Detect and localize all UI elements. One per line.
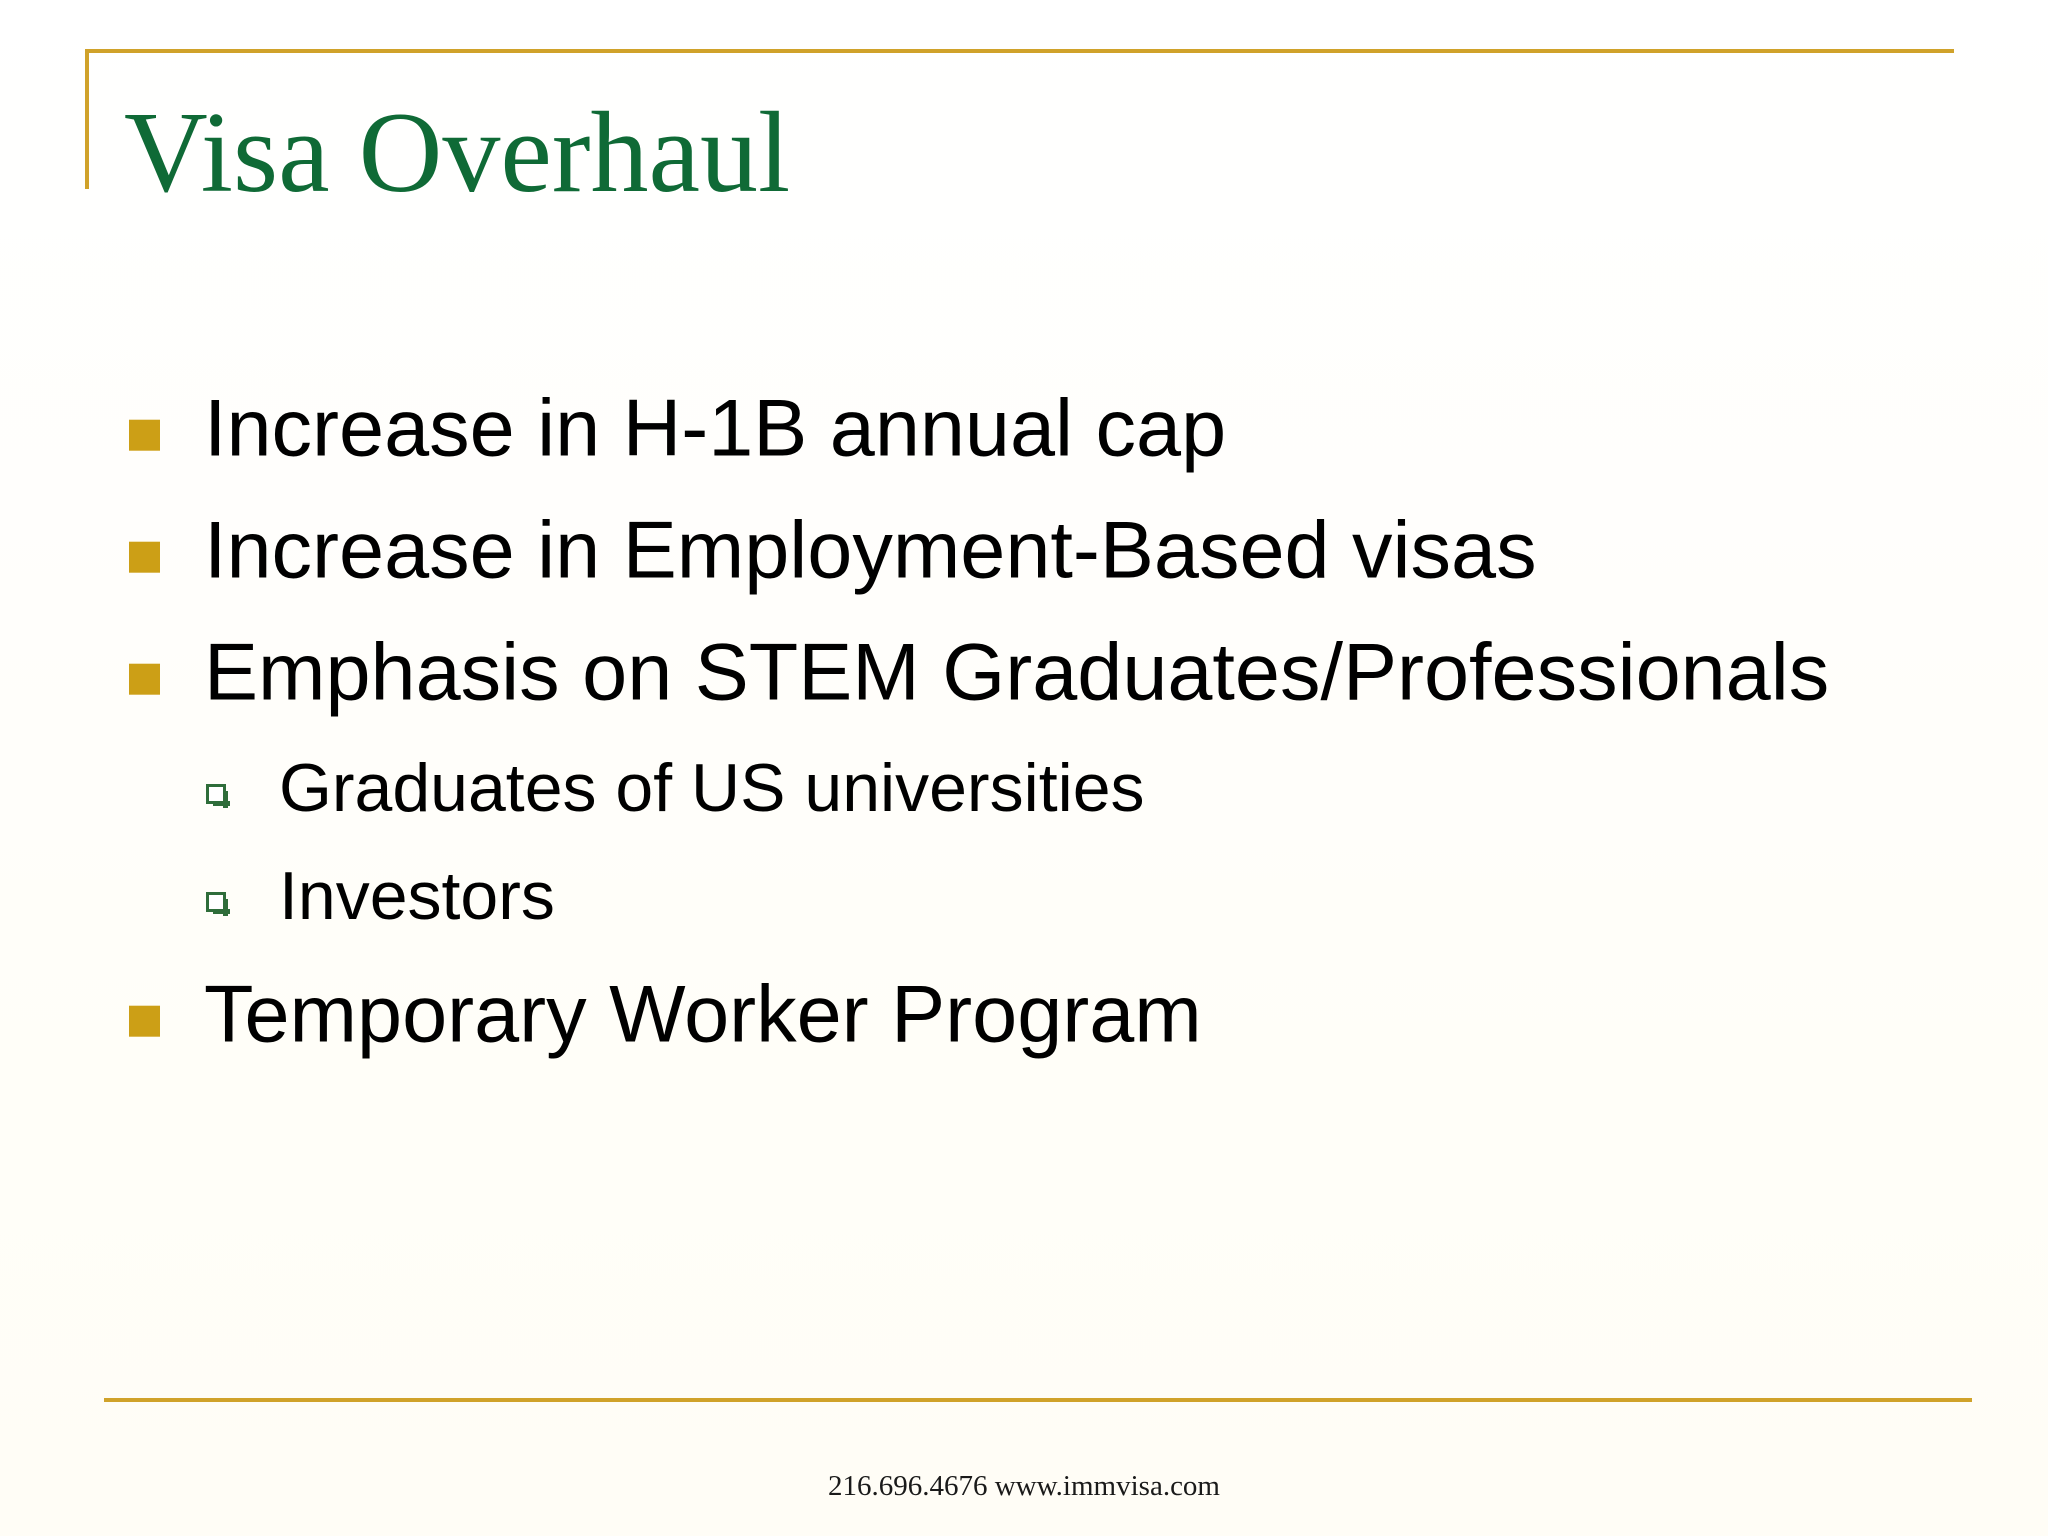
sub-bullet-text: Graduates of US universities bbox=[279, 750, 1145, 826]
slide-title: Visa Overhaul bbox=[124, 89, 791, 217]
shadowed-square-bullet-icon bbox=[206, 892, 226, 912]
sub-bullet-text: Investors bbox=[279, 858, 555, 934]
bullet-text: Emphasis on STEM Graduates/Professionals bbox=[204, 627, 1830, 718]
filled-square-bullet-icon bbox=[129, 542, 160, 573]
slide-footer: 216.696.4676 www.immvisa.com bbox=[827, 1470, 1220, 1502]
bullet-text: Increase in H-1B annual cap bbox=[204, 383, 1227, 474]
shadowed-square-bullet-icon bbox=[206, 784, 226, 804]
filled-square-bullet-icon bbox=[129, 664, 160, 695]
bullet-text: Temporary Worker Program bbox=[204, 969, 1202, 1060]
filled-square-bullet-icon bbox=[129, 1006, 160, 1037]
bottom-accent-rule bbox=[104, 1398, 1972, 1402]
filled-square-bullet-icon bbox=[129, 420, 160, 451]
bullet-text: Increase in Employment-Based visas bbox=[204, 505, 1537, 596]
